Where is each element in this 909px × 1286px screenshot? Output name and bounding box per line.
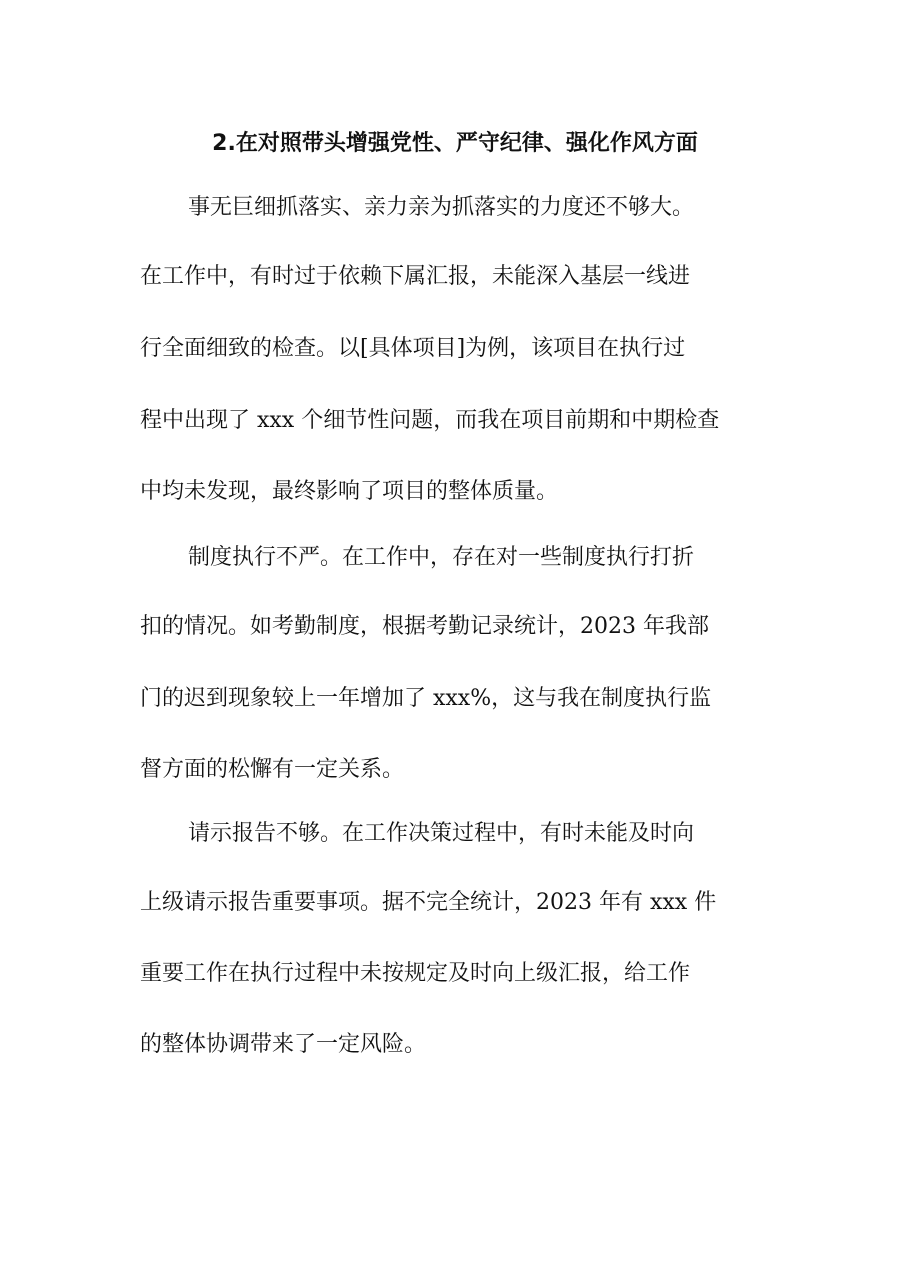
paragraph-3-line-1: 请示报告不够。在工作决策过程中，有时未能及时向 — [188, 821, 695, 846]
paragraph-3-line-4: 的整体协调带来了一定风险。 — [140, 1032, 427, 1057]
paragraph-3-line-3: 重要工作在执行过程中未按规定及时向上级汇报，给工作 — [140, 961, 691, 986]
paragraph-2-line-1: 制度执行不严。在工作中，存在对一些制度执行打折 — [188, 545, 695, 570]
paragraph-2-line-3: 门的迟到现象较上一年增加了 xxx%，这与我在制度执行监 — [140, 686, 712, 711]
paragraph-2-line-2: 扣的情况。如考勤制度，根据考勤记录统计，2023 年我部 — [140, 614, 709, 639]
paragraph-2-line-4: 督方面的松懈有一定关系。 — [140, 757, 405, 782]
paragraph-1-line-3: 行全面细致的检查。以[具体项目]为例，该项目在执行过 — [140, 336, 686, 361]
paragraph-1-line-1: 事无巨细抓落实、亲力亲为抓落实的力度还不够大。 — [188, 195, 695, 220]
section-heading: 2.在对照带头增强党性、严守纪律、强化作风方面 — [212, 131, 698, 156]
paragraph-3-line-2: 上级请示报告重要事项。据不完全统计，2023 年有 xxx 件 — [140, 890, 717, 915]
paragraph-1-line-2: 在工作中，有时过于依赖下属汇报，未能深入基层一线进 — [140, 264, 691, 289]
paragraph-1-line-5: 中均未发现，最终影响了项目的整体质量。 — [140, 479, 559, 504]
paragraph-1-line-4: 程中出现了 xxx 个细节性问题，而我在项目前期和中期检查 — [140, 408, 720, 433]
